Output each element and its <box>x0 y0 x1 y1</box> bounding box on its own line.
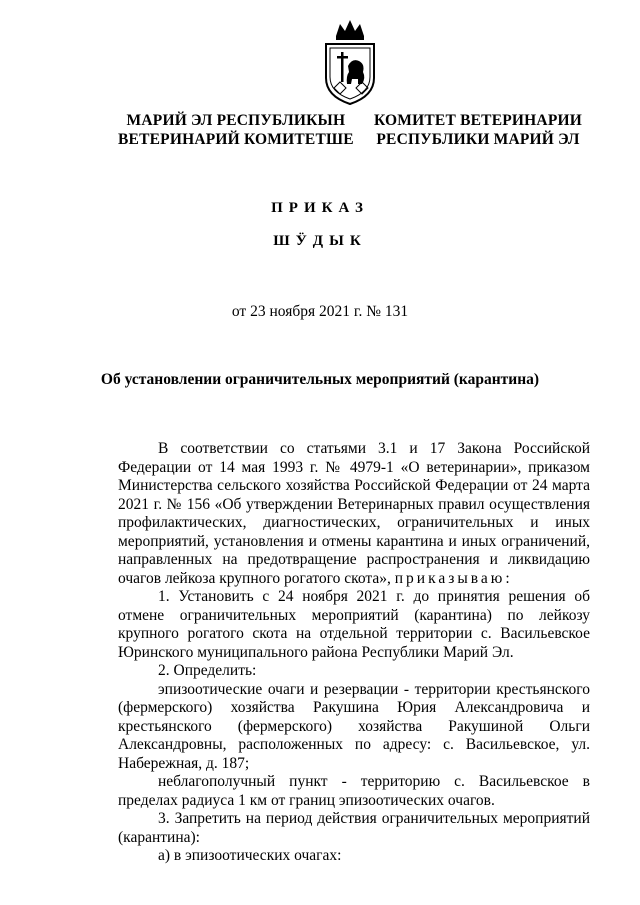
date-and-number <box>0 303 640 321</box>
header-right-russian <box>374 111 582 149</box>
header-left-line2: ВЕТЕРИНАРИЙ КОМИТЕТШЕ <box>118 131 354 148</box>
date-and-number-text: от 23 ноября 2021 г. № 131 <box>231 303 409 320</box>
preamble-text: В соответствии со статьями 3.1 и 17 Закона Российской Федерации от 14 мая 1993 г. № 4979-1 «О ветеринарии», приказом Министерства сельского хозяйства Российской Федерации от 24 марта 2021 г. № 156 «Об утверждении Ветеринарных правил осуществления профилактических, диагностических, ограничительных и иных мероприятий, установления и отмены карантина и иных ограничений, направленных на предотвращение распространения и ликвидацию очагов лейкоза крупного рогатого скота», <box>118 440 590 587</box>
order-body <box>118 440 590 866</box>
preamble-keyword: приказываю: <box>394 569 513 587</box>
doc-type-russian: ПРИКАЗ <box>271 200 369 216</box>
paragraph-unfavorable-point: неблагополучный пункт - территорию с. Васильевское в пределах радиуса 1 км от границ эпизоотических очагов. <box>118 773 590 809</box>
doc-type-mari: ШӰДЫК <box>273 233 367 249</box>
paragraph-preamble <box>118 440 590 588</box>
header-left-line1: МАРИЙ ЭЛ РЕСПУБЛИКЫН <box>126 112 346 129</box>
paragraph-item-3a: а) в эпизоотических очагах: <box>158 847 342 864</box>
header-right-line1: КОМИТЕТ ВЕТЕРИНАРИИ <box>374 112 582 129</box>
paragraph-foci: эпизоотические очаги и резервации - территории крестьянского (фермерского) хозяйства Ракушина Юрия Александровича и крестьянского (фермерского) хозяйства Ракушиной Ольги Александровны, расположенных по адресу: с. Васильевское, ул. Набережная, д. 187; <box>118 680 590 772</box>
paragraph-item-2: 2. Определить: <box>158 662 257 679</box>
paragraph-item-1: 1. Установить с 24 ноября 2021 г. до принятия решения об отмене ограничительных мероприятий (карантина) по лейкозу крупного рогатого скота на отдельной территории с. Васильевское Юринского муниципального района Республики Марий Эл. <box>118 588 590 661</box>
header-right-line2: РЕСПУБЛИКИ МАРИЙ ЭЛ <box>376 131 580 148</box>
order-subject: Об установлении ограничительных мероприятий (карантина) <box>100 371 540 388</box>
header-left-mari <box>118 111 354 149</box>
paragraph-item-3: 3. Запретить на период действия ограничительных мероприятий (карантина): <box>118 810 590 846</box>
coat-of-arms-emblem <box>322 16 378 106</box>
